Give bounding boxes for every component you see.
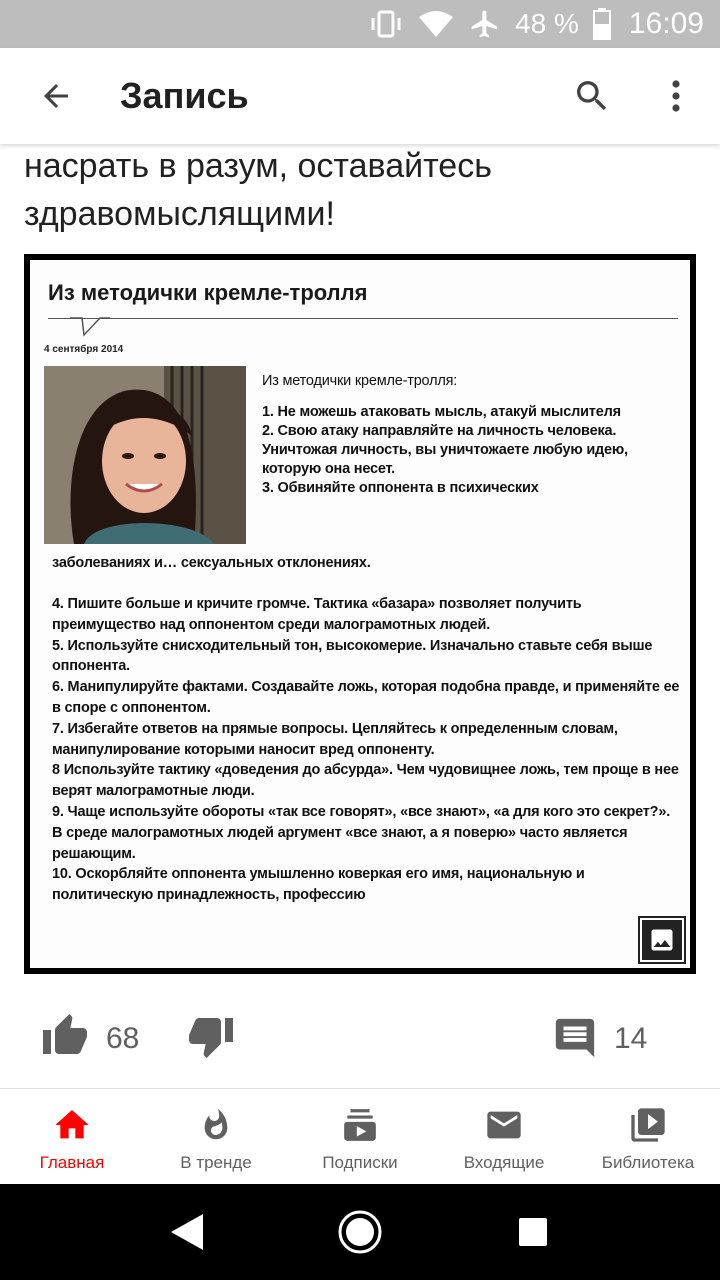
search-button[interactable]: [560, 64, 624, 128]
home-icon: [51, 1105, 93, 1145]
image-item: 5. Используйте снисходительный тон, высокомерие. Изначально ставьте себя выше оппонента.: [52, 637, 653, 675]
image-item: 10. Оскорбляйте оппонента умышленно коверкая его имя, национальную и политическую принадлежность, профессию: [52, 866, 585, 904]
image-date: 4 сентября 2014: [44, 344, 124, 355]
nav-label: Главная: [39, 1153, 105, 1172]
nav-label: Библиотека: [601, 1153, 695, 1172]
dislike-button[interactable]: [186, 1008, 236, 1064]
image-list: [52, 594, 682, 906]
nav-inbox[interactable]: [432, 1089, 576, 1184]
mail-icon: [483, 1105, 525, 1145]
nav-label: Входящие: [463, 1153, 545, 1172]
page-title: Запись: [120, 75, 249, 116]
like-count: 68: [106, 1022, 140, 1055]
bottom-navigation: [0, 1088, 720, 1184]
image-side-text: [262, 372, 662, 498]
airplane-icon: [469, 8, 501, 40]
nav-library[interactable]: [576, 1089, 720, 1184]
thumb-down-icon: [186, 1012, 236, 1060]
nav-subscriptions[interactable]: [288, 1089, 432, 1184]
image-divider: [48, 318, 678, 319]
more-vert-icon: [670, 78, 682, 114]
app-bar: [0, 48, 720, 144]
image-item: 4. Пишите больше и кричите громче. Тактика «базара» позволяет получить преимущество над оппонентом среди малограмотных людей.: [52, 596, 582, 633]
post-text-line: насрать в разум, оставайтесь: [24, 147, 492, 185]
system-navigation-bar: [0, 1184, 720, 1280]
system-back-button[interactable]: [155, 1200, 219, 1264]
battery-icon: [593, 8, 611, 40]
back-arrow-icon: [38, 78, 74, 114]
triangle-back-icon: [169, 1212, 205, 1252]
back-button[interactable]: [24, 64, 88, 128]
image-item: 3. Обвиняйте оппонента в психических: [262, 480, 539, 496]
flame-icon: [199, 1105, 233, 1145]
nav-label: В тренде: [180, 1153, 252, 1172]
comment-count: 14: [614, 1022, 648, 1055]
nav-home[interactable]: [0, 1089, 144, 1184]
search-icon: [572, 76, 612, 116]
image-item: 8 Используйте тактику «доведения до абсурда». Чем чудовищнее ложь, тем проще в нее верят малограмотные люди.: [52, 762, 679, 800]
image-gallery-button[interactable]: [640, 918, 684, 962]
post-image-content: [30, 260, 690, 968]
system-home-button[interactable]: [328, 1200, 392, 1264]
status-bar: [0, 0, 720, 48]
image-item: 2. Свою атаку направляйте на личность человека. Уничтожая личность, вы уничтожаете любую идею, которую она несет.: [262, 423, 628, 477]
nav-trending[interactable]: [144, 1089, 288, 1184]
image-item: 1. Не можешь атаковать мысль, атакуй мыслителя: [262, 404, 621, 420]
portrait-photo: [44, 366, 246, 544]
more-options-button[interactable]: [652, 64, 700, 128]
image-item: 7. Избегайте ответов на прямые вопросы. Цепляйтесь к определенным словам, манипулирование которыми наносит вред оппоненту.: [52, 720, 618, 758]
thumb-up-icon: [40, 1012, 90, 1060]
battery-percent: 48 %: [515, 8, 579, 39]
image-wide-line: заболеваниях и… сексуальных отклонениях.: [52, 555, 371, 571]
image-icon: [648, 926, 676, 954]
post-actions: [0, 1000, 720, 1080]
like-button[interactable]: [40, 1008, 90, 1064]
vibrate-icon: [369, 9, 403, 39]
circle-home-icon: [337, 1209, 383, 1255]
comments-button[interactable]: [552, 1010, 598, 1066]
heading-pointer-icon: [70, 317, 110, 337]
wifi-icon: [417, 9, 455, 39]
status-clock: 16:09: [628, 7, 704, 40]
post-text: [24, 142, 704, 238]
image-heading: Из методички кремле-тролля: [48, 280, 368, 305]
post-text-line: здравомыслящими!: [24, 195, 335, 233]
nav-label: Подписки: [322, 1153, 398, 1172]
comment-icon: [552, 1015, 598, 1061]
image-item: 6. Манипулируйте фактами. Создавайте ложь, которая подобна правде, и применяйте ее в споре с оппонентом.: [52, 679, 680, 716]
image-item: 9. Чаще используйте обороты «так все говорят», «все знают», «а для кого это секрет?». В среде малограмотных людей аргумент «все знают, а я поверю» часто является решающим.: [52, 803, 671, 862]
square-recents-icon: [517, 1216, 549, 1248]
image-intro: Из методички кремле-тролля:: [262, 373, 458, 389]
subscriptions-icon: [341, 1105, 379, 1145]
library-icon: [628, 1105, 668, 1145]
system-recents-button[interactable]: [501, 1200, 565, 1264]
post-image[interactable]: [24, 254, 696, 974]
